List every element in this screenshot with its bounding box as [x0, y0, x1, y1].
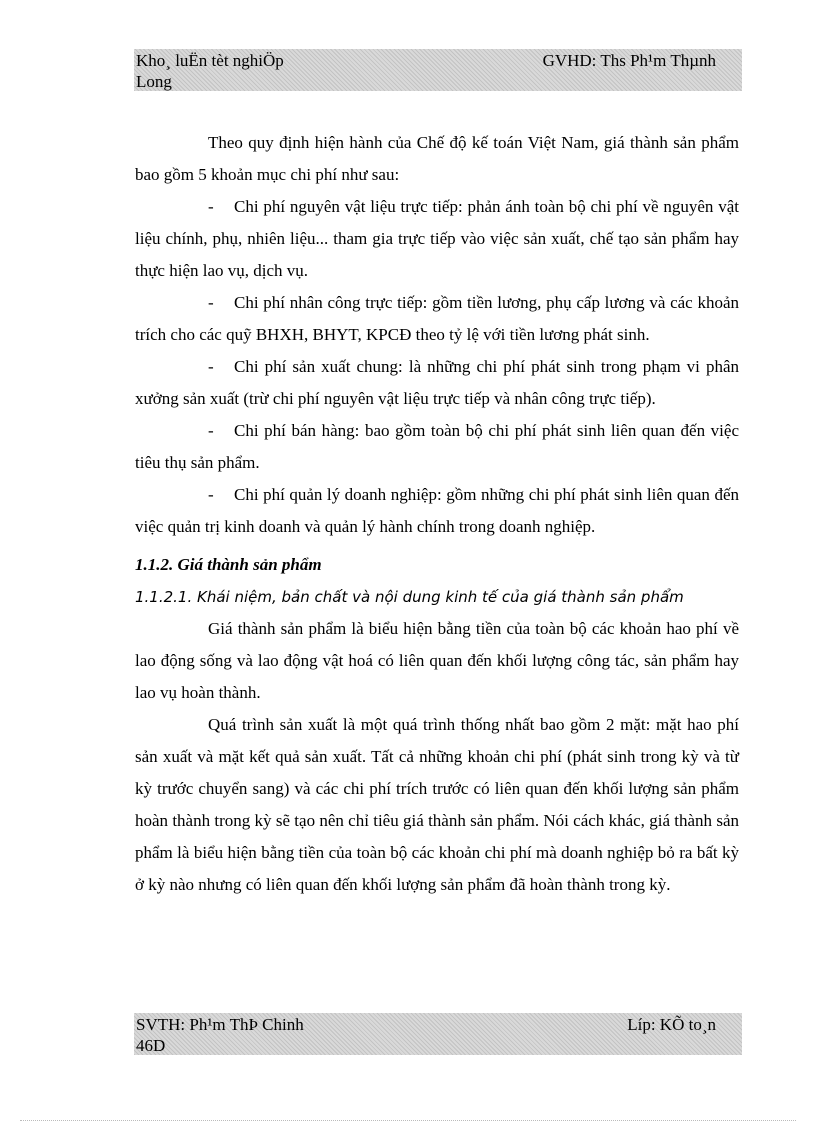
bullet-item: [135, 351, 739, 415]
footer-class-continued: 46D: [136, 1036, 166, 1055]
bullet-text: Chi phí sản xuất chung: là những chi phí phát sinh trong phạm vi phân xưởng sản xuất (trừ chi phí nguyên vật liệu trực tiếp và nhân công trực tiếp).: [135, 357, 739, 408]
page-bottom-divider: [20, 1120, 796, 1121]
footer-student: SVTH: Ph¹m ThÞ Chinh: [136, 1015, 304, 1034]
page-body: [135, 127, 739, 901]
bullet-item: [135, 415, 739, 479]
header-thesis-title: Kho¸ luËn tèt nghiÖp: [136, 51, 284, 70]
bullet-dash: -: [208, 421, 214, 440]
header-supervisor-continued: Long: [136, 72, 172, 91]
bullet-item: [135, 479, 739, 543]
page-header: [134, 49, 742, 91]
bullet-item: [135, 191, 739, 287]
bullet-dash: -: [208, 293, 214, 312]
intro-paragraph: Theo quy định hiện hành của Chế độ kế toán Việt Nam, giá thành sản phẩm bao gồm 5 khoản mục chi phí như sau:: [135, 133, 739, 184]
bullet-text: Chi phí bán hàng: bao gồm toàn bộ chi phí phát sinh liên quan đến việc tiêu thụ sản phẩm.: [135, 421, 739, 472]
process-paragraph: Quá trình sản xuất là một quá trình thống nhất bao gồm 2 mặt: mặt hao phí sản xuất và mặt kết quả sản xuất. Tất cả những khoản chi phí (phát sinh trong kỳ và từ kỳ trước chuyển sang) và các chi phí trích trước có liên quan đến khối lượng sản phẩm hoàn thành trong kỳ sẽ tạo nên chỉ tiêu giá thành sản phẩm. Nói cách khác, giá thành sản phẩm là biểu hiện bằng tiền của toàn bộ các khoản chi phí mà doanh nghiệp bỏ ra bất kỳ ở kỳ nào nhưng có liên quan đến khối lượng sản phẩm đã hoàn thành trong kỳ.: [135, 715, 739, 894]
section-heading: 1.1.2. Giá thành sản phẩm: [135, 555, 322, 574]
bullet-dash: -: [208, 197, 214, 216]
bullet-text: Chi phí nguyên vật liệu trực tiếp: phản ánh toàn bộ chi phí về nguyên vật liệu chính, phụ, nhiên liệu... tham gia trực tiếp vào việc sản xuất, chế tạo sản phẩm hay thực hiện lao vụ, dịch vụ.: [135, 197, 739, 280]
bullet-item: [135, 287, 739, 351]
definition-paragraph: Giá thành sản phẩm là biểu hiện bằng tiền của toàn bộ các khoản hao phí về lao động sống và lao động vật hoá có liên quan đến khối lượng công tác, sản phẩm hay lao vụ hoàn thành.: [135, 619, 739, 702]
bullet-text: Chi phí nhân công trực tiếp: gồm tiền lương, phụ cấp lương và các khoản trích cho các quỹ BHXH, BHYT, KPCĐ theo tỷ lệ với tiền lương phát sinh.: [135, 293, 739, 344]
subsection-heading: 1.1.2.1. Khái niệm, bản chất và nội dung kinh tế của giá thành sản phẩm: [135, 588, 684, 606]
header-supervisor: GVHD: Ths Ph¹m Thµnh: [542, 51, 716, 70]
bullet-text: Chi phí quản lý doanh nghiệp: gồm những chi phí phát sinh liên quan đến việc quản trị kinh doanh và quản lý hành chính trong doanh nghiệp.: [135, 485, 739, 536]
bullet-dash: -: [208, 357, 214, 376]
page-footer: [134, 1013, 742, 1055]
bullet-dash: -: [208, 485, 214, 504]
footer-class: Líp: KÕ to¸n: [627, 1015, 716, 1034]
